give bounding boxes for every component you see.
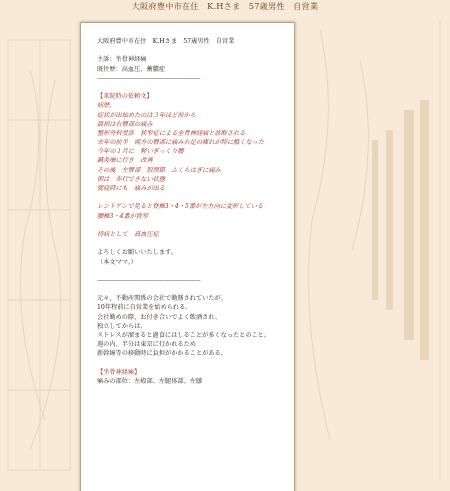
spacer	[97, 239, 294, 248]
request-line: 去年の前半 両方の臀部に痛み右足の痺れが特に酷くなった	[97, 139, 265, 147]
request-line: 朝は 歩行できない状態	[97, 175, 166, 183]
spacer	[97, 83, 294, 92]
request-line: 症状が出始めたのは３年ほど前から	[97, 111, 196, 119]
chief-complaint: 主訴：坐骨神経痛	[97, 56, 147, 64]
request-line: 就寝時にも 痛みが出る	[97, 185, 166, 192]
intro-line: 大阪府豊中市在住 K.Hさま 57歳男性 自営業	[97, 38, 235, 45]
story-line: 10年程前に自営業を始められる。	[97, 304, 192, 312]
divider: -------------------------------------------------------------	[97, 74, 201, 82]
story-line: 週の内、半分は東京に行かれるため	[97, 341, 196, 349]
request-line: 鍼灸療に行き 改善	[97, 157, 153, 165]
request-line: 今年の１月に 軽いぎっくり腰	[97, 148, 184, 156]
card-body	[97, 37, 294, 386]
spacer	[97, 285, 294, 294]
spacer	[97, 221, 294, 230]
spacer	[97, 46, 294, 55]
xray-line: 腰椎3・4番が狭窄	[97, 212, 149, 220]
story-line: 新幹線等の移動時に負担がかかることがある。	[97, 350, 227, 358]
closing-line: よろしくお願いいたします。	[97, 249, 177, 257]
story-line: 会社勤めの際、お付き合いでよく飲酒され、	[97, 313, 222, 321]
request-line: その後 左臀部 股関節 ふくらはぎに痛み	[97, 166, 221, 174]
medical-history: 既往歴：高血圧、蓄膿症	[97, 65, 166, 73]
story-line: ストレスが溜まると過食にはしることが多くなったとのこと。	[97, 332, 271, 339]
note-line: （本文ママ。）	[97, 258, 137, 266]
divider: -------------------------------------------------------------	[97, 276, 201, 284]
story-line: 独立してからは、	[97, 322, 147, 330]
page-title: 大阪府豊中市在住 K.Hさま 57歳男性 自営業	[131, 1, 319, 11]
spacer	[97, 267, 294, 276]
xray-line: レントゲンで見ると脊椎3・4・5番が左方向に変形している	[97, 203, 264, 211]
sciatica-heading: 【坐骨神経痛】	[97, 368, 141, 376]
request-line: 整形外科受診 狭窄症による坐骨神経痛と診断される	[97, 129, 246, 137]
content-card	[80, 22, 295, 491]
request-line: 病歴、	[97, 102, 116, 110]
request-line: 最初は右臀部の痛み	[97, 120, 153, 128]
spacer	[97, 359, 294, 368]
request-heading: 【来院時の依頼文】	[97, 93, 153, 101]
spacer	[97, 193, 294, 202]
story-line: 元々、不動産関係の会社で勤務されていたが、	[97, 295, 227, 303]
pain-site: 痛みの部位：左殿部、左腿体部、左膝	[97, 377, 203, 385]
chronic-condition: 持病として 高血圧症	[97, 230, 159, 238]
